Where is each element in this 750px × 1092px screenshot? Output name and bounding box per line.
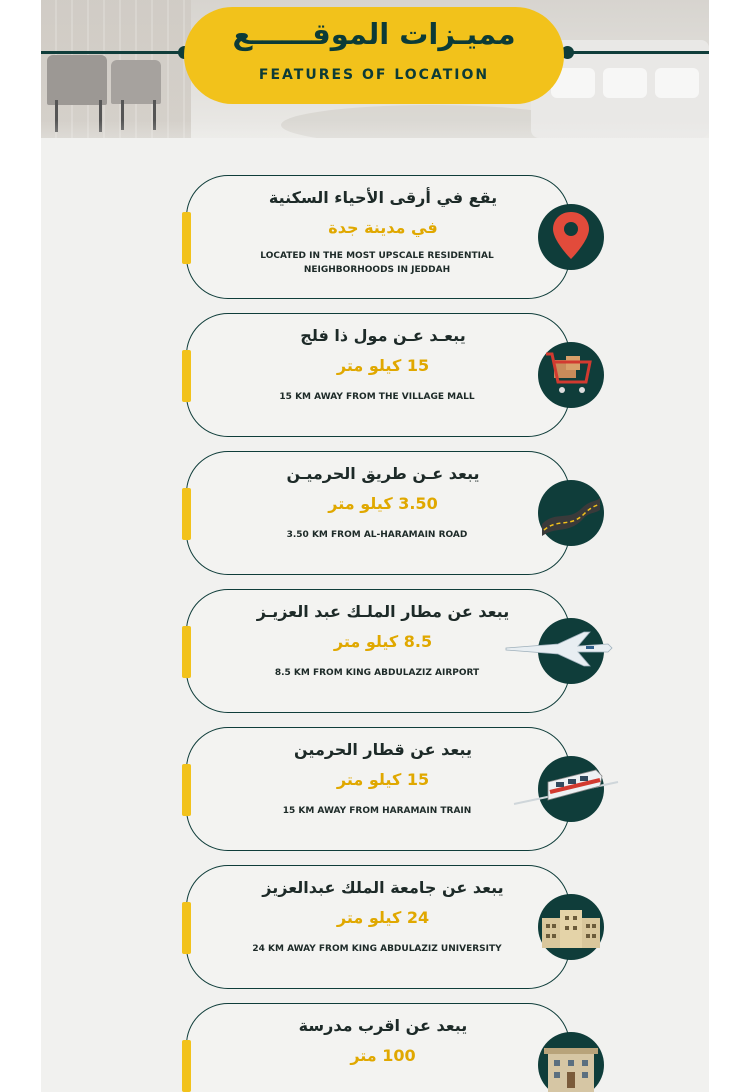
card-accent-tab bbox=[182, 488, 191, 540]
train-icon bbox=[538, 756, 604, 822]
feature-text-en: 15 KM AWAY FROM HARAMAIN TRAIN bbox=[282, 806, 472, 816]
header-line-left bbox=[41, 51, 184, 54]
feature-value-ar: في مدينة جدة bbox=[328, 218, 438, 237]
header-title-pill bbox=[184, 7, 564, 104]
card-accent-tab bbox=[182, 212, 191, 264]
feature-card-mall bbox=[186, 313, 570, 437]
title-arabic: مميـزات الموقــــــع bbox=[232, 17, 516, 51]
feature-card-school bbox=[186, 1003, 570, 1092]
feature-card-airport bbox=[186, 589, 570, 713]
feature-title-ar: يقع في أرقى الأحياء السكنية bbox=[268, 188, 498, 207]
feature-title-ar: يبعـد عـن مول ذا فلج bbox=[300, 326, 466, 345]
feature-card-location bbox=[186, 175, 570, 299]
feature-title-ar: يبعد عن اقرب مدرسة bbox=[298, 1016, 468, 1035]
feature-value-ar: 15 كيلو متر bbox=[336, 770, 430, 789]
university-building-icon bbox=[538, 894, 604, 960]
feature-text-en: 8.5 KM FROM KING ABDULAZIZ AIRPORT bbox=[274, 668, 480, 678]
title-english: FEATURES OF LOCATION bbox=[258, 67, 490, 83]
feature-value-ar: 15 كيلو متر bbox=[336, 356, 430, 375]
feature-text-en: 15 KM AWAY FROM THE VILLAGE MALL bbox=[279, 392, 475, 402]
airplane-icon bbox=[538, 618, 604, 684]
features-page bbox=[41, 0, 709, 1092]
feature-title-ar: يبعد عن قطار الحرمين bbox=[294, 740, 472, 759]
school-building-icon bbox=[538, 1032, 604, 1092]
card-accent-tab bbox=[182, 902, 191, 954]
feature-card-university bbox=[186, 865, 570, 989]
feature-text-en: 24 KM AWAY FROM KING ABDULAZIZ UNIVERSITY bbox=[252, 944, 502, 954]
feature-title-ar: يبعد عن مطار الملـك عبد العزيـز bbox=[256, 602, 510, 621]
map-pin-icon bbox=[538, 204, 604, 270]
card-accent-tab bbox=[182, 626, 191, 678]
feature-value-ar: 8.5 كيلو متر bbox=[333, 632, 433, 651]
feature-value-ar: 3.50 كيلو متر bbox=[328, 494, 438, 513]
feature-title-ar: يبعد عـن طريق الحرميـن bbox=[286, 464, 480, 483]
feature-title-ar: يبعد عن جامعة الملك عبدالعزيز bbox=[262, 878, 504, 897]
shopping-cart-icon bbox=[538, 342, 604, 408]
card-accent-tab bbox=[182, 764, 191, 816]
road-icon bbox=[538, 480, 604, 546]
feature-value-ar: 24 كيلو متر bbox=[336, 908, 430, 927]
card-accent-tab bbox=[182, 1040, 191, 1092]
feature-value-ar: 100 متر bbox=[350, 1046, 416, 1065]
card-accent-tab bbox=[182, 350, 191, 402]
feature-card-road bbox=[186, 451, 570, 575]
feature-card-train bbox=[186, 727, 570, 851]
header-line-right bbox=[564, 51, 709, 54]
feature-text-en: 3.50 KM FROM AL-HARAMAIN ROAD bbox=[286, 530, 468, 540]
feature-text-en: LOCATED IN THE MOST UPSCALE RESIDENTIAL NEIGHBORHOODS IN JEDDAH bbox=[260, 251, 494, 275]
